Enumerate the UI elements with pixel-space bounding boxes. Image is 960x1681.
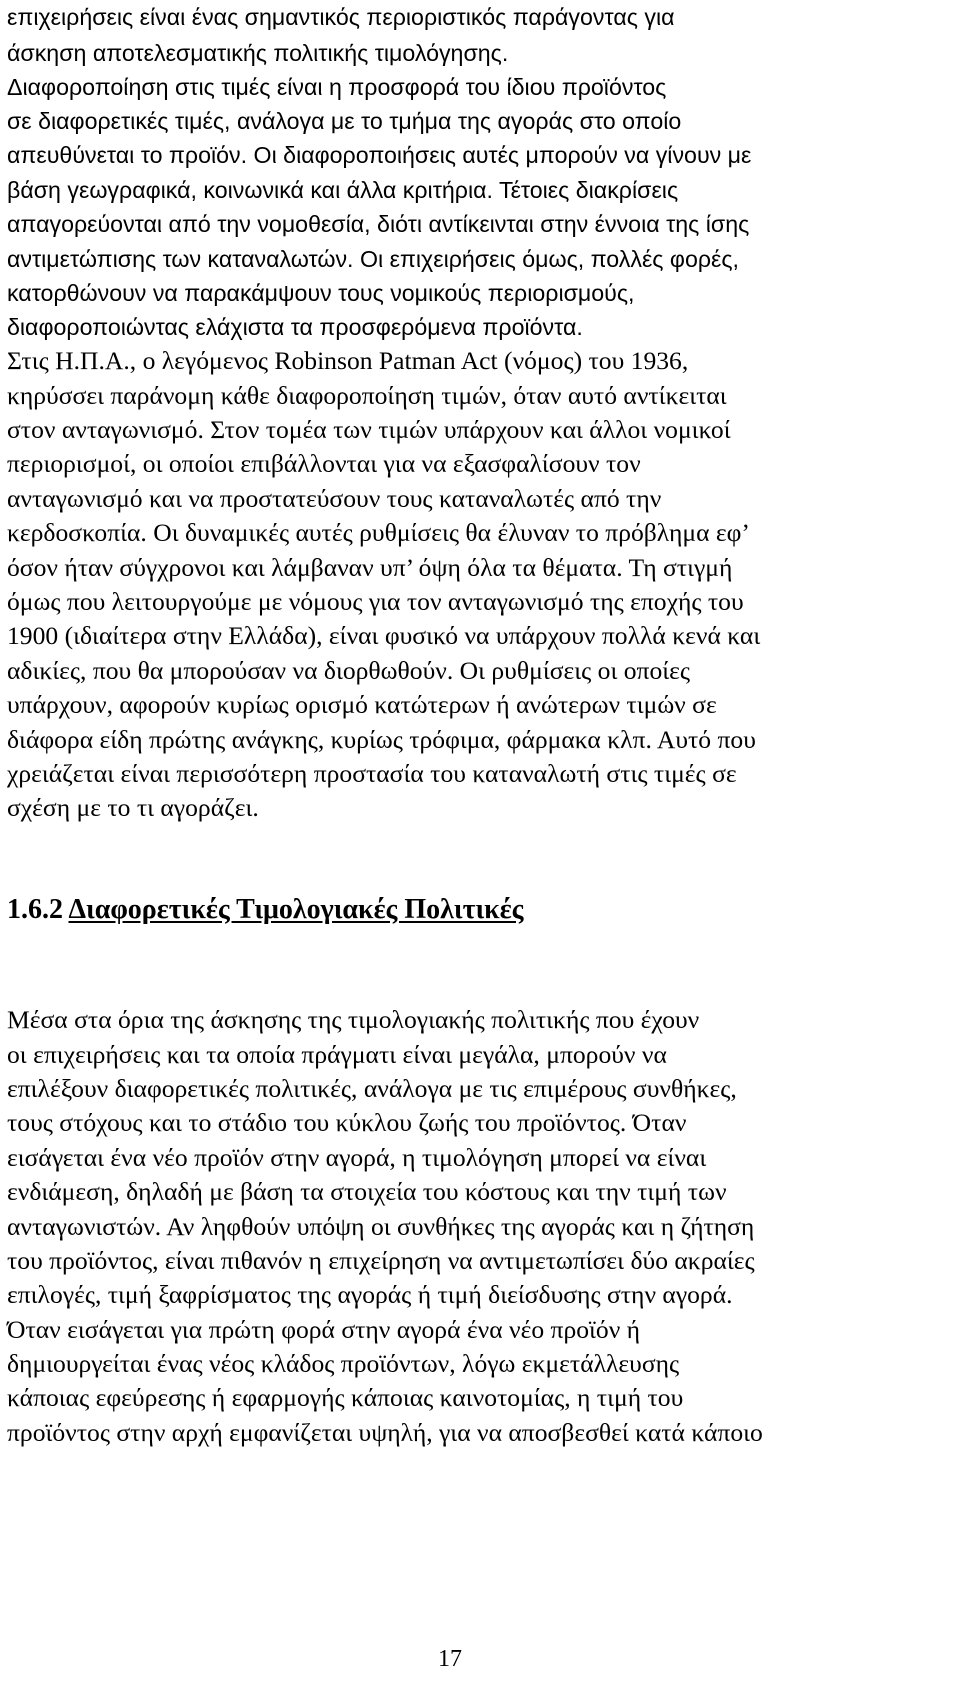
- section-number: 1.6.2: [7, 894, 63, 925]
- text-line: ενδιάμεση, δηλαδή με βάση τα στοιχεία του κόστους και την τιμή των: [7, 1177, 727, 1206]
- text-line: του προϊόντος, είναι πιθανόν η επιχείρηση να αντιμετωπίσει δύο ακραίες: [7, 1246, 755, 1275]
- text-line: απευθύνεται το προϊόν. Οι διαφοροποιήσεις αυτές μπορούν να γίνουν με: [7, 142, 752, 168]
- section-title: Διαφορετικές Τιμολογιακές Πολιτικές: [68, 894, 524, 925]
- text-line: ανταγωνιστών. Αν ληφθούν υπόψη οι συνθήκες της αγοράς και η ζήτηση: [7, 1212, 755, 1241]
- text-line: κηρύσσει παράνομη κάθε διαφοροποίηση τιμών, όταν αυτό αντίκειται: [7, 381, 727, 410]
- text-line: ανταγωνισμό και να προστατεύσουν τους καταναλωτές από την: [7, 484, 662, 513]
- text-line: Μέσα στα όρια της άσκησης της τιμολογιακής πολιτικής που έχουν: [7, 1005, 700, 1034]
- text-line: διάφορα είδη πρώτης ανάγκης, κυρίως τρόφιμα, φάρμακα κλπ. Αυτό που: [7, 725, 756, 754]
- text-line: βάση γεωγραφικά, κοινωνικά και άλλα κριτήρια. Τέτοιες διακρίσεις: [7, 177, 679, 203]
- text-line: αντιμετώπισης των καταναλωτών. Οι επιχειρήσεις όμως, πολλές φορές,: [7, 246, 739, 272]
- text-line: χρειάζεται είναι περισσότερη προστασία του καταναλωτή στις τιμές σε: [7, 759, 737, 788]
- text-line: κάποιας εφεύρεσης ή εφαρμογής κάποιας καινοτομίας, η τιμή του: [7, 1383, 684, 1412]
- text-line: κατορθώνουν να παρακάμψουν τους νομικούς περιορισμούς,: [7, 280, 635, 306]
- text-line: επιλέξουν διαφορετικές πολιτικές, ανάλογα με τις επιμέρους συνθήκες,: [7, 1074, 737, 1103]
- text-line: διαφοροποιώντας ελάχιστα τα προσφερόμενα προϊόντα.: [7, 314, 583, 340]
- text-line: Διαφοροποίηση στις τιμές είναι η προσφορά του ίδιου προϊόντος: [7, 74, 667, 100]
- text-line: Στις Η.Π.Α., ο λεγόμενος Robinson Patman Act (νόμος) του 1936,: [7, 346, 689, 375]
- text-line: αδικίες, που θα μπορούσαν να διορθωθούν. Οι ρυθμίσεις οι οποίες: [7, 656, 691, 685]
- text-line: όσον ήταν σύγχρονοι και λάμβαναν υπ’ όψη όλα τα θέματα. Τη στιγμή: [7, 553, 733, 582]
- text-line: απαγορεύονται από την νομοθεσία, διότι αντίκεινται στην έννοια της ίσης: [7, 211, 750, 237]
- text-line: κερδοσκοπία. Οι δυναμικές αυτές ρυθμίσεις θα έλυναν το πρόβλημα εφ’: [7, 518, 750, 547]
- text-line: άσκηση αποτελεσματικής πολιτικής τιμολόγησης.: [7, 40, 509, 66]
- text-line: υπάρχουν, αφορούν κυρίως ορισμό κατώτερων ή ανώτερων τιμών σε: [7, 690, 717, 719]
- text-line: οι επιχειρήσεις και τα οποία πράγματι είναι μεγάλα, μπορούν να: [7, 1040, 667, 1069]
- text-line: τους στόχους και το στάδιο του κύκλου ζωής του προϊόντος. Όταν: [7, 1108, 687, 1137]
- text-line: σε διαφορετικές τιμές, ανάλογα με το τμήμα της αγοράς στο οποίο: [7, 108, 682, 134]
- text-line: περιορισμοί, οι οποίοι επιβάλλονται για να εξασφαλίσουν τον: [7, 449, 641, 478]
- page-number: 17: [438, 1646, 462, 1672]
- section-heading: [7, 893, 523, 927]
- text-line: σχέση με το τι αγοράζει.: [7, 793, 259, 822]
- text-line: 1900 (ιδιαίτερα στην Ελλάδα), είναι φυσικό να υπάρχουν πολλά κενά και: [7, 621, 761, 650]
- text-line: όμως που λειτουργούμε με νόμους για τον ανταγωνισμό της εποχής του: [7, 587, 744, 616]
- text-line: Όταν εισάγεται για πρώτη φορά στην αγορά ένα νέο προϊόν ή: [7, 1315, 641, 1344]
- text-line: εισάγεται ένα νέο προϊόν στην αγορά, η τιμολόγηση μπορεί να είναι: [7, 1143, 707, 1172]
- text-line: δημιουργείται ένας νέος κλάδος προϊόντων, λόγω εκμετάλλευσης: [7, 1349, 680, 1378]
- text-line: στον ανταγωνισμό. Στον τομέα των τιμών υπάρχουν και άλλοι νομικοί: [7, 415, 731, 444]
- text-line: προϊόντος στην αρχή εμφανίζεται υψηλή, για να αποσβεσθεί κατά κάποιο: [7, 1418, 763, 1447]
- text-line: επιχειρήσεις είναι ένας σημαντικός περιοριστικός παράγοντας για: [7, 4, 675, 30]
- text-line: επιλογές, τιμή ξαφρίσματος της αγοράς ή τιμή διείσδυσης στην αγορά.: [7, 1280, 733, 1309]
